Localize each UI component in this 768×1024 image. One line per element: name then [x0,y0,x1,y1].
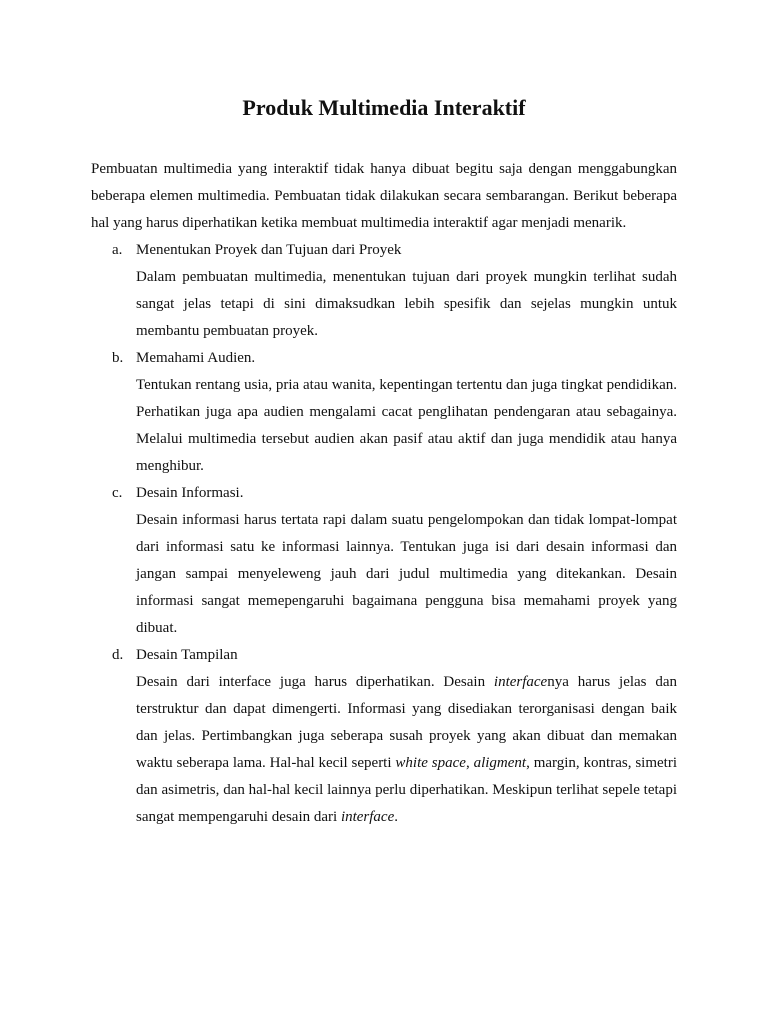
list-item [91,480,677,642]
list-marker: d. [112,647,124,663]
list-item [91,237,677,345]
emphasis-text: white space [395,755,466,771]
body-text: nya harus jelas dan terstruktur dan dapat dimengerti. Informasi yang disediakan terorganisasi dengan baik dan jelas. Pertimbangkan juga seberapa susah proyek yang akan dibuat dan memakan waktu seberapa lama. Hal-hal kecil seperti [136,674,678,771]
list-item-title: Menentukan Proyek dan Tujuan dari Proyek [136,242,402,258]
list-item-body [136,669,677,831]
body-text: , [465,755,474,771]
list-item-body: Dalam pembuatan multimedia, menentukan tujuan dari proyek mungkin terlihat sudah sangat jelas tetapi di sini dimaksudkan lebih spesifik dan sejelas mungkin untuk membantu pembuatan proyek. [136,269,677,339]
criteria-list [91,237,677,831]
page-title: Produk Multimedia Interaktif [242,95,526,120]
body-text: Desain dari interface juga harus diperhatikan. Desain [136,674,494,690]
body-text: . [394,809,399,825]
emphasis-text: interface [340,809,395,825]
list-item-title: Desain Tampilan [136,647,238,663]
intro-paragraph: Pembuatan multimedia yang interaktif tidak hanya dibuat begitu saja dengan menggabungkan beberapa elemen multimedia. Pembuatan tidak dilakukan secara sembarangan. Berikut beberapa hal yang harus diperhatikan ketika membuat multimedia interaktif agar menjadi menarik. [91,161,677,231]
list-item-title: Memahami Audien. [136,350,256,366]
list-marker: b. [112,350,124,366]
list-marker: a. [112,242,123,258]
list-item [91,345,677,480]
list-item-body: Tentukan rentang usia, pria atau wanita, kepentingan tertentu dan juga tingkat pendidikan. Perhatikan juga apa audien mengalami cacat penglihatan pendengaran atau sebagainya. Melalui multimedia tersebut audien akan pasif atau aktif dan juga mendidik atau hanya menghibur. [136,377,677,474]
list-item-body: Desain informasi harus tertata rapi dalam suatu pengelompokan dan tidak lompat-lompat dari informasi satu ke informasi lainnya. Tentukan juga isi dari desain informasi dan jangan sampai menyeleweng jauh dari judul multimedia yang ditekankan. Desain informasi sangat memepengaruhi bagaimana pengguna bisa memahami proyek yang dibuat. [136,512,677,636]
body-text: , margin, kontras, simetri dan asimetris, dan hal-hal kecil lainnya perlu diperhatikan. Meskipun terlihat sepele tetapi sangat mempengaruhi desain dari [136,755,677,825]
emphasis-text: interface [493,674,548,690]
list-item [91,642,677,831]
emphasis-text: aligment [473,755,527,771]
list-item-title: Desain Informasi. [136,485,244,501]
list-marker: c. [112,485,123,501]
